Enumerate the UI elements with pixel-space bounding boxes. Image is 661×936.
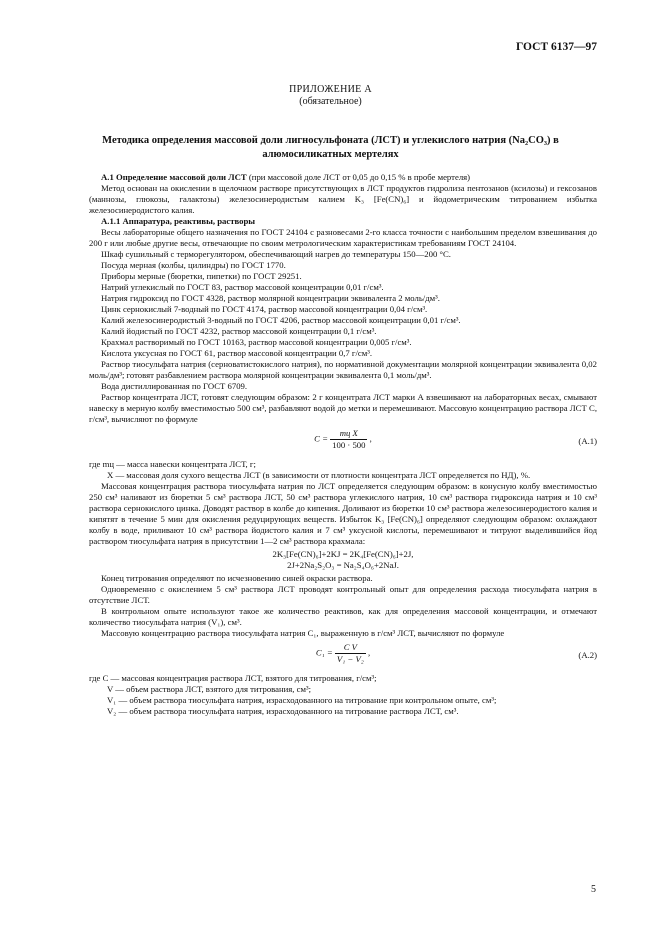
list-item: Калий йодистый по ГОСТ 4232, раствор массовой концентрации 0,1 г/см³. bbox=[101, 326, 377, 336]
reaction-line: 2K₃[Fe(CN)₆]+2KJ = 2K₄[Fe(CN)₆]+2J, bbox=[272, 549, 414, 559]
formula-a1-number: (А.1) bbox=[578, 436, 597, 446]
appendix-title: ПРИЛОЖЕНИЕ А bbox=[289, 84, 372, 95]
formula-a1-tail: , bbox=[369, 433, 372, 444]
formula-a1-numerator: mц X bbox=[330, 428, 367, 440]
formula-a2-denominator: V₁ − V₂ bbox=[336, 654, 364, 664]
definition-item: V₁ — объем раствора тиосульфата натрия, израсходованного на титрование при контрольном опыте, см³; bbox=[107, 695, 497, 705]
list-item: Раствор тиосульфата натрия (серноватистокислого натрия), по нормативной документации молярной концентрации эквивалента 0,02 моль/дм³; готовят разбавлением раствора молярной концентрации эквивалента 0,1 моль/дм³. bbox=[89, 359, 597, 380]
list-item: Калий железосинеродистый 3-водный по ГОСТ 4206, раствор массовой концентрации 0,01 г/см³. bbox=[101, 315, 461, 325]
formula-a1-denominator: 100 · 500 bbox=[332, 440, 366, 450]
paragraph: Одновременно с окислением 5 см³ раствора ЛСТ проводят контрольный опыт для определения расхода тиосульфата натрия в отсутствие ЛСТ. bbox=[89, 584, 597, 605]
formula-a2-number: (А.2) bbox=[578, 650, 597, 660]
list-item: Вода дистиллированная по ГОСТ 6709. bbox=[101, 381, 248, 391]
section-a1-heading-rest: (при массовой доле ЛСТ от 0,05 до 0,15 % в пробе мертеля) bbox=[246, 172, 471, 182]
page-number: 5 bbox=[591, 884, 596, 895]
thiosulfate-paragraph: Массовая концентрация раствора тиосульфата натрия по ЛСТ определяется следующим образом: в конусную колбу вместимостью 250 см³ наливают из бюретки 5 см³ раствора ЛСТ, 50 см³ раствора углекислого натрия, 10 см³ раствора гидроксида натрия и 10 см³ раствора сернокислого цинка. Доводят раствор в колбе до кипения. Доливают из бюретки 10 см³ раствора железосинеродистого калия и кипятят в течение 5 мин для окисления редуцирующих веществ. Избыток K₃ [Fe(CN)₆] определяют следующим образом: охлаждают колбу в воде, приливают 10 см³ раствора йодистого калия и 7 см³ уксусной кислоты, перемешивают и титруют выделившийся йод раствором тиосульфата натрия в присутствии 1—2 см³ раствора крахмала: bbox=[89, 481, 597, 546]
list-item: Натрия гидроксид по ГОСТ 4328, раствор молярной концентрации эквивалента 2 моль/дм³. bbox=[101, 293, 440, 303]
formula-a2 bbox=[89, 642, 597, 670]
definition-item: где mц — масса навески концентрата ЛСТ, г; bbox=[89, 459, 256, 469]
list-item: Натрий углекислый по ГОСТ 83, раствор массовой концентрации 0,01 г/см³. bbox=[101, 282, 384, 292]
list-item: Раствор концентрата ЛСТ, готовят следующим образом: 2 г концентрата ЛСТ марки А взвешивают на лабораторных весах, смывают навеску в мерную колбу вместимостью 500 см³, разбавляют водой до метки и перемешивают. Массовую концентрацию раствора ЛСТ C, г/см³, вычисляют по формуле bbox=[89, 392, 597, 424]
section-a1-heading: А.1 Определение массовой доли ЛСТ bbox=[101, 172, 247, 182]
formula-a1-lhs: C = bbox=[314, 433, 328, 444]
paragraph: В контрольном опыте используют такое же количество реактивов, как для определения массовой концентрации, и отмечают количество тиосульфата натрия (V₁), см³. bbox=[89, 606, 597, 627]
formula-a2-lhs: C₁ = bbox=[315, 647, 333, 658]
reagent-list bbox=[89, 227, 597, 425]
standard-number: ГОСТ 6137—97 bbox=[516, 41, 597, 53]
body-text bbox=[89, 172, 597, 717]
section-a1-paragraph: Метод основан на окислении в щелочном растворе присутствующих в ЛСТ продуктов гидролиза пентозанов (ксилозы) и гексозанов (маннозы, глюкозы, галактозы) железосинеродистым калием K₃ [Fe(CN)₆] и йодометрическим титрованием избытка железосинеродистого калия. bbox=[89, 183, 597, 215]
list-item: Приборы мерные (бюретки, пипетки) по ГОСТ 29251. bbox=[101, 271, 302, 281]
list-item: Весы лабораторные общего назначения по ГОСТ 24104 с разновесами 2-го класса точности с наибольшим пределом взвешивания до 200 г или любые другие весы, отвечающие по своим метрологическим характеристикам требованиям ГОСТ 24104. bbox=[89, 227, 597, 248]
definition-item: где C — массовая концентрация раствора ЛСТ, взятого для титрования, г/см³; bbox=[89, 673, 377, 683]
formula-a1 bbox=[89, 428, 597, 456]
definition-item: V₂ — объем раствора тиосульфата натрия, израсходованного на титрование раствора ЛСТ, см³. bbox=[107, 706, 459, 716]
formula-a2-tail: , bbox=[367, 647, 371, 658]
list-item: Крахмал растворимый по ГОСТ 10163, раствор массовой концентрации 0,005 г/см³. bbox=[101, 337, 412, 347]
section-a11-heading bbox=[89, 216, 597, 227]
definitions-a1 bbox=[89, 459, 597, 481]
section-a1 bbox=[89, 172, 597, 183]
formula-a2-numerator: C V bbox=[335, 642, 366, 654]
paragraph: Конец титрования определяют по исчезновению синей окраски раствора. bbox=[101, 573, 373, 583]
definitions-a2 bbox=[89, 673, 597, 717]
list-item: Кислота уксусная по ГОСТ 61, раствор массовой концентрации 0,7 г/см³. bbox=[101, 348, 373, 358]
list-item: Цинк сернокислый 7-водный по ГОСТ 4174, раствор массовой концентрации 0,04 г/см³. bbox=[101, 304, 428, 314]
definition-item: V — объем раствора ЛСТ, взятого для титрования, см³; bbox=[107, 684, 312, 694]
appendix-subtitle: (обязательное) bbox=[299, 96, 362, 107]
definition-item: X — массовая доля сухого вещества ЛСТ (в зависимости от плотности концентрата ЛСТ определяется по НД), %. bbox=[107, 470, 531, 480]
reaction-line: 2J+2Na₂S₂O₃ = Na₂S₄O₆+2NaJ. bbox=[287, 560, 399, 570]
list-item: Шкаф сушильный с терморегулятором, обеспечивающий нагрев до температуры 150—200 °С. bbox=[101, 249, 451, 259]
method-title: Методика определения массовой доли лигносульфоната (ЛСТ) и углекислого натрия (Na₂CO₃) в алюмосиликатных мертелях bbox=[102, 135, 559, 160]
paragraph: Массовую концентрацию раствора тиосульфата натрия C₁, выраженную в г/см³ ЛСТ, вычисляют по формуле bbox=[101, 628, 505, 638]
reaction-equations bbox=[89, 549, 597, 571]
list-item: Посуда мерная (колбы, цилиндры) по ГОСТ 1770. bbox=[101, 260, 286, 270]
section-a11-heading-text: А.1.1 Аппаратура, реактивы, растворы bbox=[101, 216, 256, 226]
